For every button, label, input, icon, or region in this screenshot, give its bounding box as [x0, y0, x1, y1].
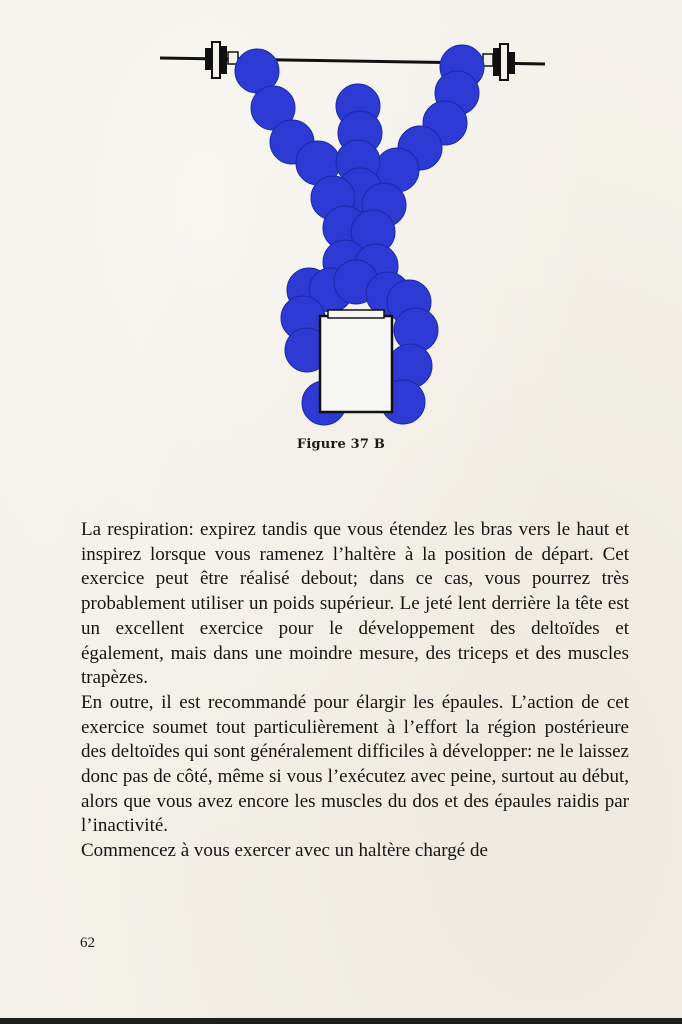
figure-pelvis-box [320, 316, 392, 412]
barbell [160, 42, 545, 80]
figure-caption: Figure 37 B [296, 437, 386, 452]
paragraph-1: La respiration: expirez tandis que vous étendez les bras vers le haut et inspirez lorsque vous ramenez l’haltère à la position de départ. Cet exercice peut être réalisé debout; dans ce cas, vous pourrez très probablement utiliser un poids supérieur. Le jeté lent derrière la tête est un excellent exercice pour le développement des deltoïdes et également, mais dans une moindre mesure, des triceps et des muscles trapèzes. [81, 519, 629, 689]
paragraph-3: Commencez à vous exercer avec un haltère chargé de [81, 840, 488, 862]
page-number: 62 [80, 935, 95, 951]
barbell-figure-illustration [150, 30, 550, 440]
paragraph-2: En outre, il est recommandé pour élargir les épaules. L’action de cet exercice soumet tout particulièrement à l’effort la région postérieure des deltoïdes qui sont généralement difficiles à développer: ne le laissez donc pas de côté, même si vous l’exécutez avec peine, surtout au début, alors que vous avez encore les muscles du dos et des épaules raidis par l’inactivité. [81, 691, 629, 837]
body-text [81, 518, 629, 864]
page-bottom-edge [0, 1018, 682, 1024]
